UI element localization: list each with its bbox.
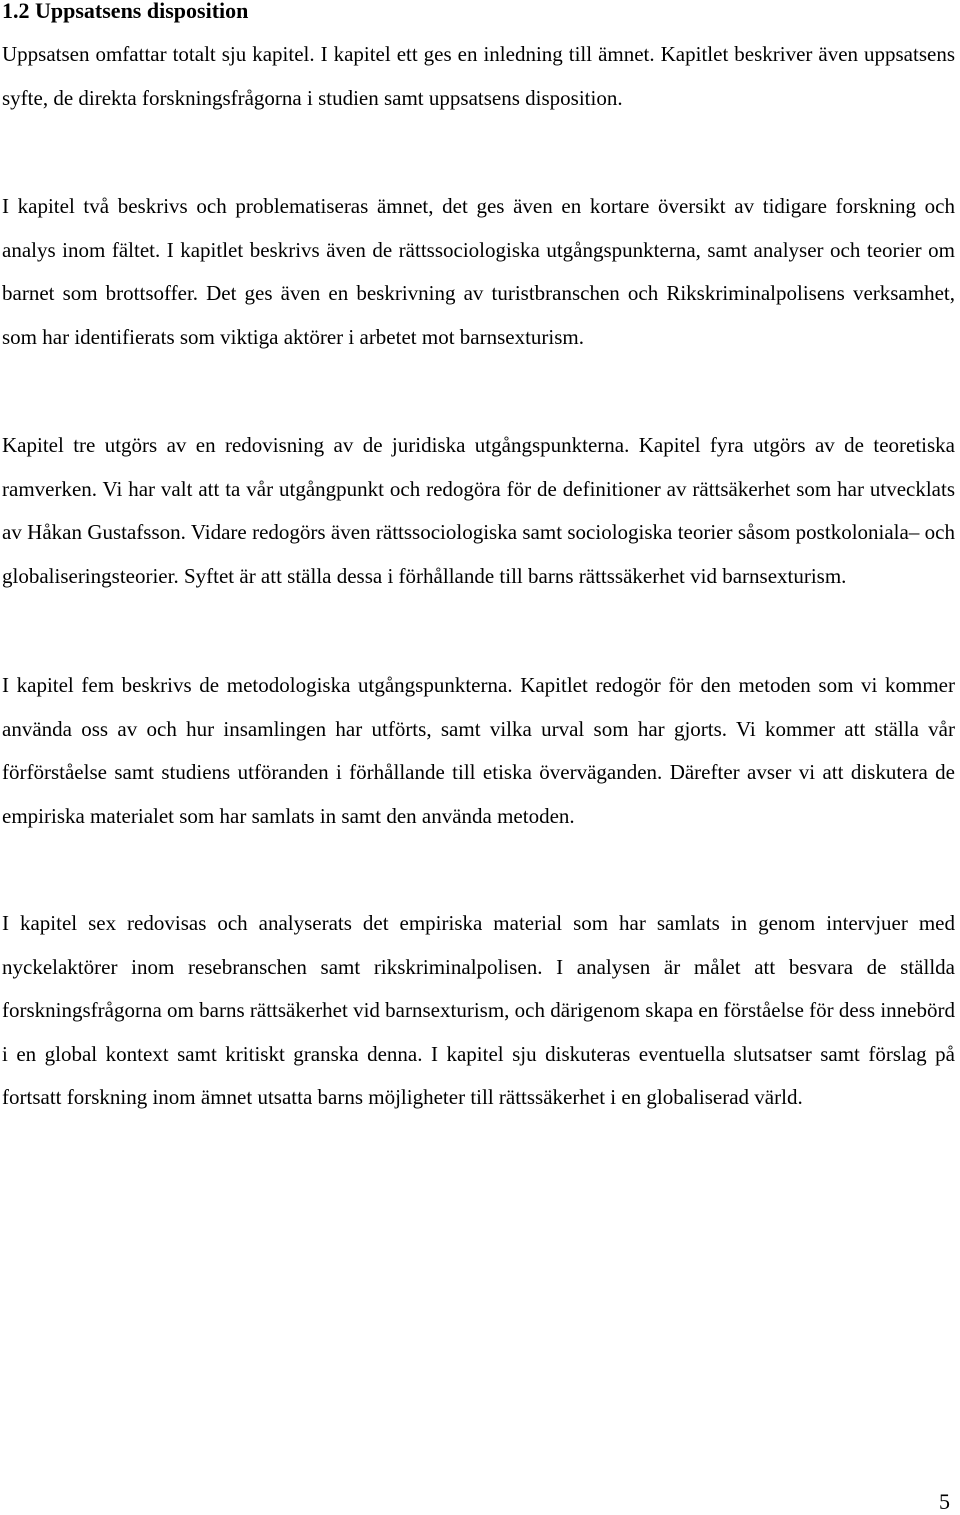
page-number: 5 <box>939 1489 950 1514</box>
paragraph-chapter-two: I kapitel två beskrivs och problematiseras ämnet, det ges även en kortare översikt av tidigare forskning och analys inom fältet. I kapitlet beskrivs även de rättssociologiska utgångspunkterna, samt analyser och teorier om barnet som brottsoffer. Det ges även en beskrivning av turistbranschen och Rikskriminalpolisens verksamhet, som har identifierats som viktiga aktörer i arbetet mot barnsexturism. <box>2 194 955 349</box>
section-heading: 1.2 Uppsatsens disposition <box>2 0 249 23</box>
paragraph-chapter-one: Uppsatsen omfattar totalt sju kapitel. I kapitel ett ges en inledning till ämnet. Kapitlet beskriver även uppsatsens syfte, de direkta forskningsfrågorna i studien samt uppsatsens disposition. <box>2 42 955 110</box>
paragraph-chapter-three-four: Kapitel tre utgörs av en redovisning av de juridiska utgångspunkterna. Kapitel fyra utgörs av de teoretiska ramverken. Vi har valt att ta vår utgångpunkt och redogöra för de definitioner av rättsäkerhet som har utvecklats av Håkan Gustafsson. Vidare redogörs även rättssociologiska samt sociologiska teorier såsom postkoloniala– och globaliseringsteorier. Syftet är att ställa dessa i förhållande till barns rättssäkerhet vid barnsexturism. <box>2 433 955 588</box>
paragraph-chapter-six-seven: I kapitel sex redovisas och analyserats det empiriska material som har samlats in genom intervjuer med nyckelaktörer inom resebranschen samt rikskriminalpolisen. I analysen är målet att besvara de ställda forskningsfrågorna om barns rättsäkerhet vid barnsexturism, och därigenom skapa en förståelse för dess innebörd i en global kontext samt kritiskt granska denna. I kapitel sju diskuteras eventuella slutsatser samt förslag på fortsatt forskning inom ämnet utsatta barns möjligheter till rättssäkerhet i en globaliserad värld. <box>2 911 955 1110</box>
paragraph-chapter-five: I kapitel fem beskrivs de metodologiska utgångspunkterna. Kapitlet redogör för den metoden som vi kommer använda oss av och hur insamlingen har utförts, samt vilka urval som har gjorts. Vi kommer att ställa vår förförståelse samt studiens utföranden i förhållande till etiska överväganden. Därefter avser vi att diskutera de empiriska materialet som har samlats in samt den använda metoden. <box>2 673 955 828</box>
